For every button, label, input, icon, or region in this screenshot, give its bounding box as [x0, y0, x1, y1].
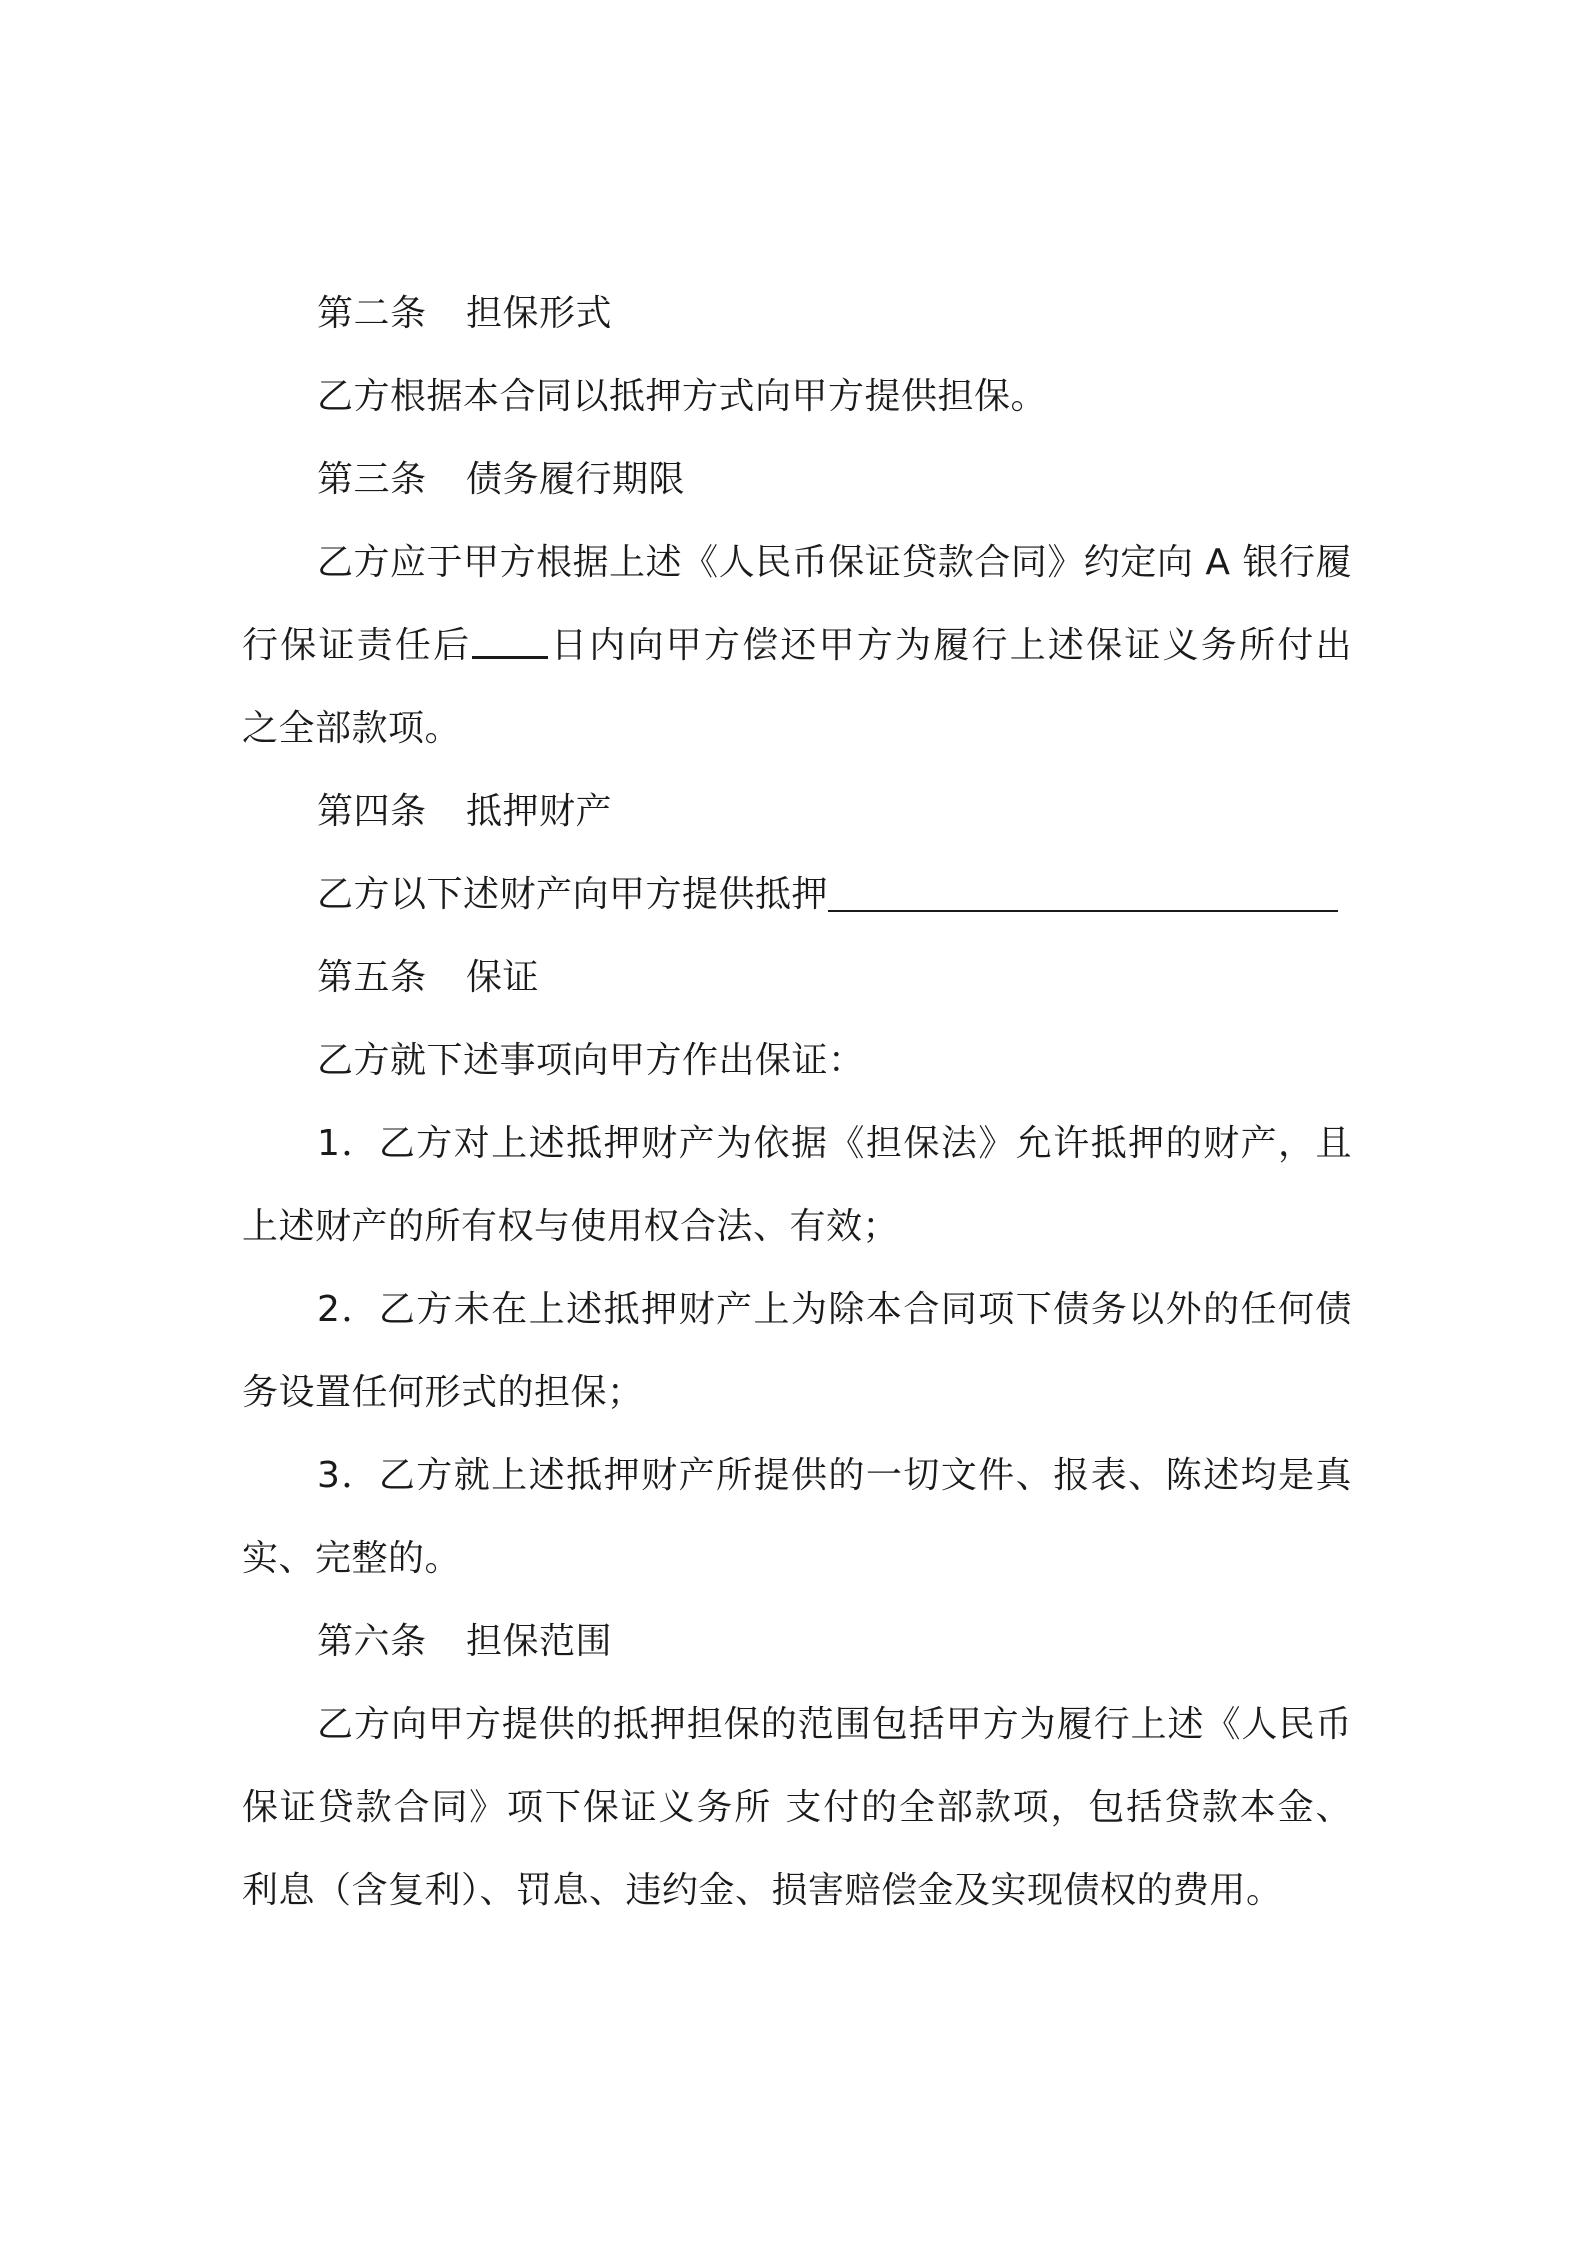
- article-3-line-1: 乙方应于甲方根据上述《人民币保证贷款合同》约定向 A 银行履: [317, 542, 1352, 583]
- article-title: 保证: [466, 957, 540, 998]
- article-number: 第五条: [317, 957, 427, 998]
- article-6-line-1: 乙方向甲方提供的抵押担保的范围包括甲方为履行上述《人民币: [317, 1704, 1352, 1745]
- article-6-heading: [242, 1600, 1352, 1683]
- article-title: 债务履行期限: [466, 459, 686, 500]
- article-number: 第六条: [317, 1621, 427, 1662]
- article-6-line-3: 利息（含复利）、罚息、违约金、损害赔偿金及实现债权的费用。: [242, 1870, 1283, 1911]
- contract-text: [242, 272, 1352, 1932]
- guarantee-item-3-line-1: 3．乙方就上述抵押财产所提供的一切文件、报表、陈述均是真: [317, 1455, 1352, 1496]
- article-3-line-2: [242, 604, 1352, 687]
- article-title: 担保范围: [466, 1621, 613, 1662]
- article-number: 第二条: [317, 293, 427, 334]
- article-2-body: 乙方根据本合同以抵押方式向甲方提供担保。: [317, 376, 1048, 417]
- days-blank-field[interactable]: [472, 612, 548, 659]
- article-title: 抵押财产: [466, 791, 613, 832]
- article-4-heading: [242, 770, 1352, 853]
- article-title: 担保形式: [466, 293, 613, 334]
- mortgage-property-label: 乙方以下述财产向甲方提供抵押: [317, 874, 829, 915]
- guarantee-item-2-line-2: 务设置任何形式的担保；: [242, 1372, 644, 1413]
- article-5-heading: [242, 936, 1352, 1019]
- guarantee-item-3-line-2: 实、完整的。: [242, 1538, 462, 1579]
- article-3-line-3: 之全部款项。: [242, 708, 462, 749]
- mortgage-property-blank-field[interactable]: [828, 854, 1338, 912]
- article-number: 第四条: [317, 791, 427, 832]
- guarantee-item-2-line-1: 2．乙方未在上述抵押财产上为除本合同项下债务以外的任何债: [317, 1289, 1352, 1330]
- article-3-line-2-start: 行保证责任后: [242, 625, 472, 666]
- article-3-line-2-end: 日内向甲方偿还甲方为履行上述保证义务所付出: [549, 625, 1352, 666]
- article-3-heading: [242, 438, 1352, 521]
- article-number: 第三条: [317, 459, 427, 500]
- guarantee-item-1-line-1: 1．乙方对上述抵押财产为依据《担保法》允许抵押的财产，且: [317, 1123, 1352, 1164]
- article-4-body: [242, 853, 1352, 936]
- article-2-heading: [242, 272, 1352, 355]
- article-6-line-2: 保证贷款合同》项下保证义务所 支付的全部款项，包括贷款本金、: [242, 1787, 1352, 1828]
- article-5-intro: 乙方就下述事项向甲方作出保证：: [317, 1040, 865, 1081]
- guarantee-item-1-line-2: 上述财产的所有权与使用权合法、有效；: [242, 1206, 900, 1247]
